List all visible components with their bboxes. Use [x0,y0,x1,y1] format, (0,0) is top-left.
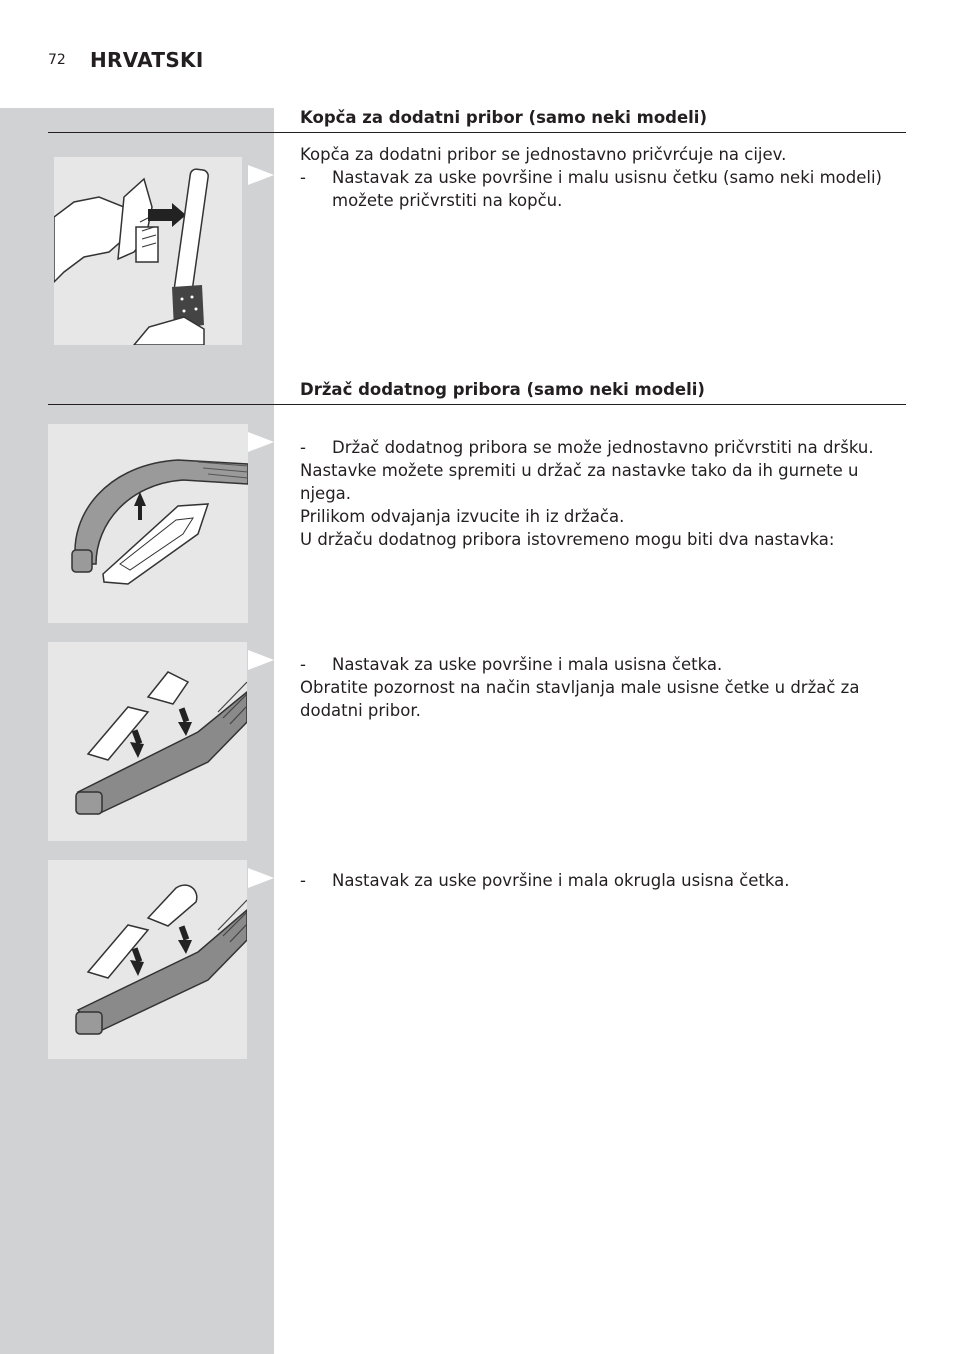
bullet-marker: - [300,871,306,890]
crevice-round-brush-holder-illustration [48,860,247,1059]
page-number: 72 [48,52,66,68]
bullet-marker: - [300,438,306,457]
callout-pointer [248,868,274,888]
clip-bullet: Nastavak za uske površine i malu usisnu četku (samo neki modeli) možete pričvrstiti na kopču. [332,168,882,210]
holder-handle-illustration [48,424,248,623]
section-heading-clip: Kopča za dodatni pribor (samo neki modeli) [300,108,708,127]
bullet-marker: - [300,655,306,674]
callout-pointer [248,650,274,670]
language-title: HRVATSKI [90,48,204,72]
section-divider [48,132,906,133]
section-1-text [300,143,906,212]
bullet-item [300,653,906,676]
section-4-text [300,869,906,892]
crevice-brush-bullet: Nastavak za uske površine i mala usisna četka. [332,655,723,674]
section-3-text [300,653,906,722]
bullet-item [300,436,906,459]
crevice-brush-note: Obratite pozornost na način stavljanja male usisne četke u držač za dodatni pribor. [300,678,860,720]
holder-line-3: U držaču dodatnog pribora istovremeno mogu biti dva nastavka: [300,530,835,549]
bullet-marker: - [300,168,306,187]
clip-attach-illustration [54,157,242,345]
callout-pointer [248,165,274,185]
callout-pointer [248,432,274,452]
holder-line-1: Nastavke možete spremiti u držač za nastavke tako da ih gurnete u njega. [300,461,859,503]
holder-bullet: Držač dodatnog pribora se može jednostavno pričvrstiti na dršku. [332,438,874,457]
clip-intro: Kopča za dodatni pribor se jednostavno pričvrćuje na cijev. [300,145,787,164]
section-2-text [300,436,906,551]
crevice-round-brush-bullet: Nastavak za uske površine i mala okrugla usisna četka. [332,871,790,890]
bullet-item [300,166,906,212]
crevice-brush-holder-illustration [48,642,247,841]
section-heading-holder: Držač dodatnog pribora (samo neki modeli) [300,380,705,399]
section-divider [48,404,906,405]
holder-line-2: Prilikom odvajanja izvucite ih iz držača. [300,507,625,526]
bullet-item [300,869,906,892]
